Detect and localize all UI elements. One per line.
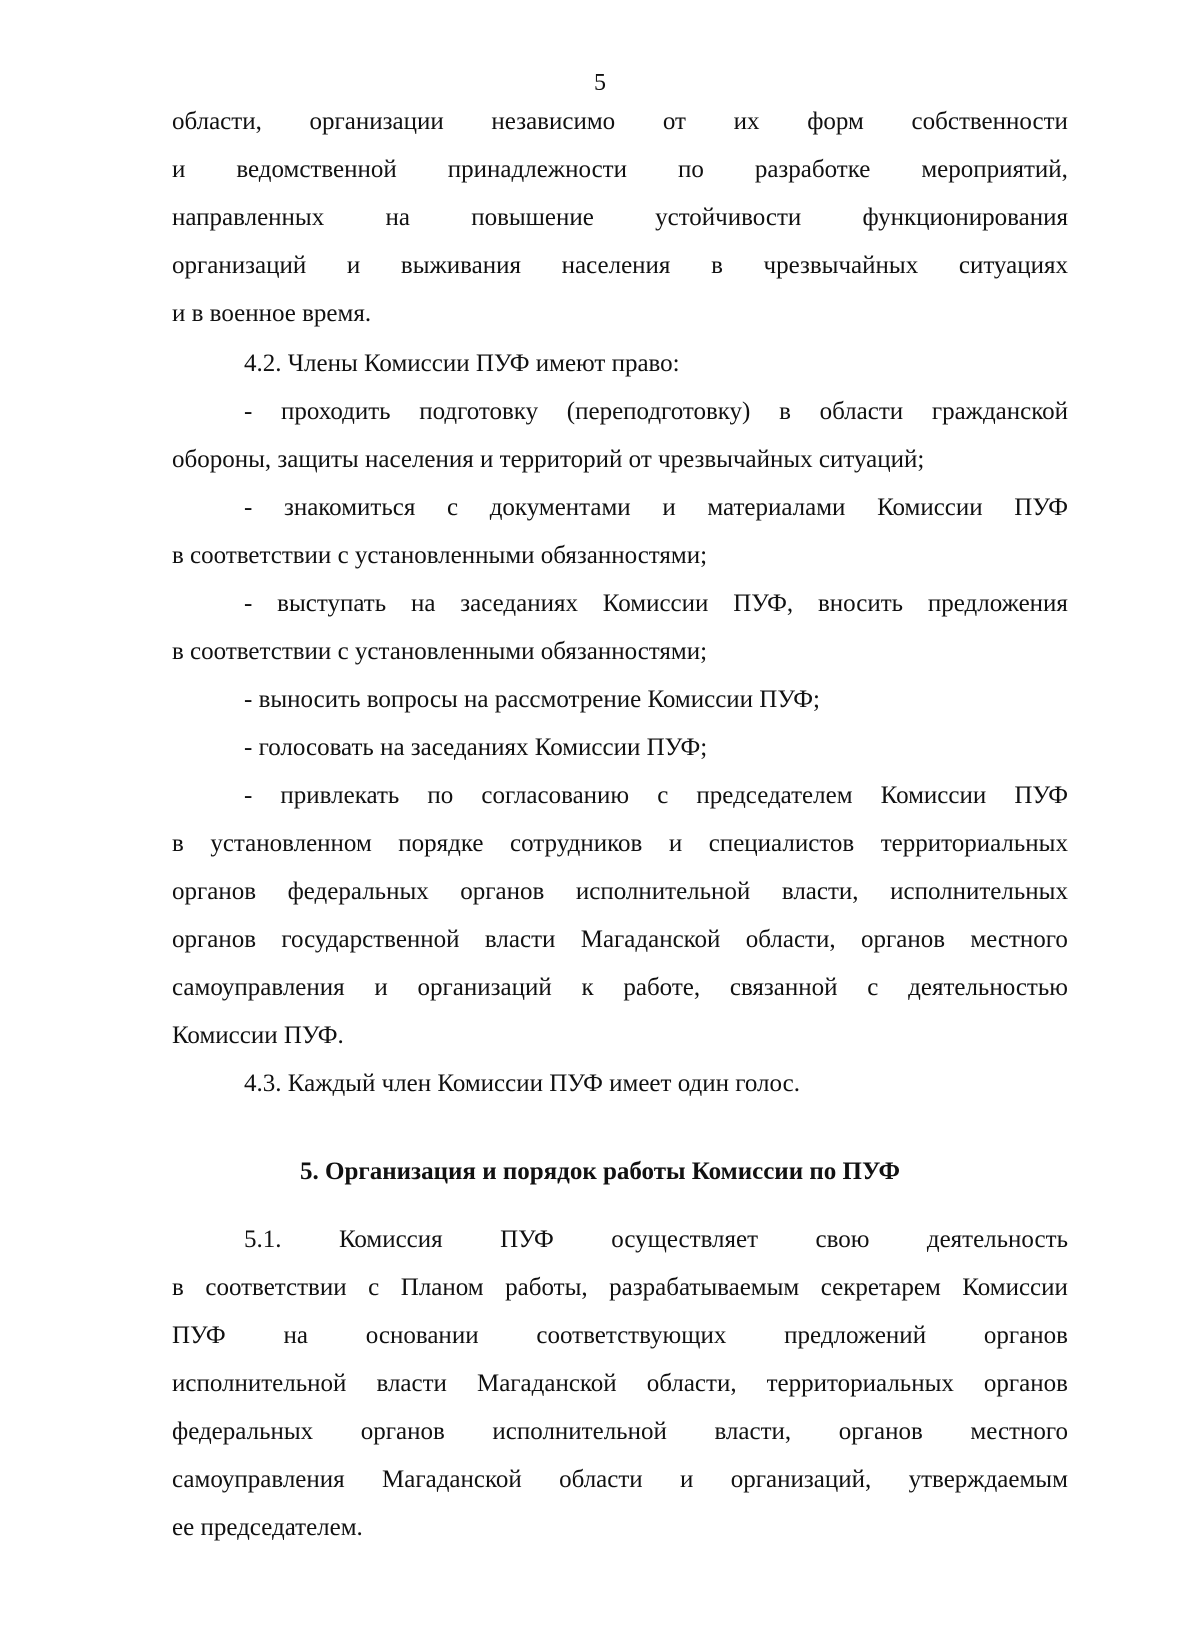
page-number: 5 — [594, 70, 606, 96]
word: Планом — [400, 1274, 484, 1301]
word: выступать — [277, 590, 387, 617]
word: в — [172, 830, 184, 857]
word: предложений — [784, 1322, 927, 1349]
word: свою — [815, 1226, 870, 1253]
word: области, — [172, 108, 262, 135]
word: ПУФ, — [733, 590, 794, 617]
word: разработке — [754, 156, 871, 183]
word: органов — [460, 878, 545, 905]
text-line: - выносить вопросы на рассмотрение Комиссии ПУФ; — [244, 686, 820, 713]
word: выживания — [400, 252, 521, 279]
word: ПУФ — [1014, 494, 1068, 521]
word: деятельностью — [908, 974, 1068, 1001]
word: с — [657, 782, 669, 809]
word: области — [559, 1466, 643, 1493]
word: материалами — [707, 494, 846, 521]
word: и — [680, 1466, 694, 1493]
word: и — [374, 974, 388, 1001]
word: в — [172, 1274, 184, 1301]
word: порядке — [398, 830, 484, 857]
word: устойчивости — [655, 204, 802, 231]
word: исполнительной — [492, 1418, 667, 1445]
word: - — [244, 398, 253, 425]
word: органов — [983, 1370, 1068, 1397]
text-line — [172, 194, 1068, 242]
word: на — [385, 204, 410, 231]
word: предложения — [927, 590, 1068, 617]
word: области, — [646, 1370, 737, 1397]
word: заседаниях — [460, 590, 578, 617]
word: привлекать — [280, 782, 400, 809]
word: территориальных — [766, 1370, 954, 1397]
word: собственности — [911, 108, 1068, 135]
word: направленных — [172, 204, 325, 231]
text-line: Комиссии ПУФ. — [172, 1022, 344, 1049]
word: ведомственной — [236, 156, 397, 183]
text-line — [172, 146, 1068, 194]
word: независимо — [491, 108, 616, 135]
text-line: в соответствии с установленными обязанностями; — [172, 638, 708, 665]
word: форм — [807, 108, 864, 135]
word: соответствующих — [536, 1322, 727, 1349]
word: самоуправления — [172, 1466, 345, 1493]
word: установленном — [210, 830, 372, 857]
word: связанной — [729, 974, 838, 1001]
word: на — [283, 1322, 308, 1349]
word: области — [819, 398, 904, 425]
word: и — [662, 494, 676, 521]
word: ПУФ — [172, 1322, 226, 1349]
word: с — [446, 494, 459, 521]
word: ПУФ — [1014, 782, 1068, 809]
word: организаций, — [730, 1466, 872, 1493]
section-5-text — [172, 1216, 1068, 1552]
word: органов — [983, 1322, 1068, 1349]
text-line — [172, 1408, 1068, 1456]
text-line — [172, 580, 1068, 628]
text-line — [172, 242, 1068, 290]
text-line — [172, 772, 1068, 820]
paragraph-4-3: 4.3. Каждый член Комиссии ПУФ имеет один голос. — [244, 1070, 800, 1097]
word: - — [244, 494, 253, 521]
word: и — [172, 156, 186, 183]
word: местного — [970, 926, 1068, 953]
text-line — [172, 1456, 1068, 1504]
word: Комиссии — [962, 1274, 1068, 1301]
word: осуществляет — [611, 1226, 759, 1253]
word: самоуправления — [172, 974, 345, 1001]
text-line: обороны, защиты населения и территорий от чрезвычайных ситуаций; — [172, 446, 925, 473]
word: органов — [860, 926, 946, 953]
section-5-heading: 5. Организация и порядок работы Комиссии по ПУФ — [300, 1158, 900, 1185]
word: деятельность — [926, 1226, 1068, 1253]
word: власти, — [781, 878, 859, 905]
text-line — [172, 388, 1068, 436]
word: секретарем — [820, 1274, 941, 1301]
word: (переподготовку) — [566, 398, 751, 425]
word: подготовку — [419, 398, 539, 425]
word: основании — [365, 1322, 479, 1349]
word: власти — [376, 1370, 447, 1397]
text-line — [172, 916, 1068, 964]
word: мероприятий, — [921, 156, 1068, 183]
word: 5.1. — [244, 1226, 282, 1253]
word: функционирования — [862, 204, 1068, 231]
word: Комиссии — [880, 782, 987, 809]
word: гражданской — [931, 398, 1068, 425]
text-line — [172, 868, 1068, 916]
word: исполнительной — [172, 1370, 347, 1397]
word: работе, — [623, 974, 701, 1001]
word: к — [581, 974, 594, 1001]
word: принадлежности — [447, 156, 627, 183]
word: власти, — [714, 1418, 792, 1445]
word: - — [244, 590, 253, 617]
paragraph-4-2: 4.2. Члены Комиссии ПУФ имеют право: — [244, 350, 680, 377]
word: местного — [970, 1418, 1068, 1445]
word: и — [346, 252, 361, 279]
word: Магаданской — [476, 1370, 617, 1397]
word: по — [677, 156, 704, 183]
word: органов — [838, 1418, 923, 1445]
word: с — [867, 974, 879, 1001]
text-line — [172, 1312, 1068, 1360]
text-line: и в военное время. — [172, 300, 372, 327]
word: председателем — [696, 782, 853, 809]
word: федеральных — [287, 878, 429, 905]
word: документами — [489, 494, 631, 521]
text-line — [172, 820, 1068, 868]
word: проходить — [281, 398, 391, 425]
word: органов — [172, 926, 257, 953]
word: государственной — [281, 926, 460, 953]
word: органов — [360, 1418, 445, 1445]
word: с — [368, 1274, 380, 1301]
word: Магаданской — [382, 1466, 522, 1493]
word: работы, — [505, 1274, 588, 1301]
word: ПУФ — [500, 1226, 554, 1253]
word: ситуациях — [958, 252, 1068, 279]
word: разрабатываемым — [609, 1274, 800, 1301]
word: Комиссии — [602, 590, 709, 617]
word: сотрудников — [510, 830, 643, 857]
text-line — [172, 1360, 1068, 1408]
word: области, — [745, 926, 836, 953]
word: по — [427, 782, 454, 809]
word: согласованию — [481, 782, 630, 809]
word: на — [410, 590, 436, 617]
word: территориальных — [880, 830, 1068, 857]
word: соответствии — [205, 1274, 347, 1301]
word: чрезвычайных — [763, 252, 919, 279]
text-line — [172, 964, 1068, 1012]
word: - — [244, 782, 253, 809]
word: и — [668, 830, 683, 857]
word: федеральных — [172, 1418, 314, 1445]
text-line: - голосовать на заседаниях Комиссии ПУФ; — [244, 734, 708, 761]
word: их — [733, 108, 760, 135]
text-line — [172, 1264, 1068, 1312]
word: организаций — [417, 974, 552, 1001]
word: органов — [172, 878, 257, 905]
word: Комиссия — [338, 1226, 443, 1253]
word: исполнительной — [575, 878, 751, 905]
word: организации — [309, 108, 444, 135]
word: в — [779, 398, 791, 425]
section-4-text — [172, 98, 1068, 1108]
text-line — [172, 484, 1068, 532]
word: повышение — [471, 204, 594, 231]
word: исполнительных — [890, 878, 1068, 905]
word: вносить — [817, 590, 904, 617]
word: от — [662, 108, 686, 135]
word: населения — [561, 252, 671, 279]
word: в — [711, 252, 723, 279]
word: организаций — [172, 252, 307, 279]
word: знакомиться — [283, 494, 416, 521]
word: власти — [484, 926, 556, 953]
word: Магаданской — [580, 926, 721, 953]
text-line — [172, 98, 1068, 146]
text-line: ее председателем. — [172, 1514, 363, 1541]
word: Комиссии — [877, 494, 983, 521]
word: утверждаемым — [908, 1466, 1068, 1493]
text-line — [172, 1216, 1068, 1264]
text-line: в соответствии с установленными обязанностями; — [172, 542, 708, 569]
word: специалистов — [708, 830, 855, 857]
